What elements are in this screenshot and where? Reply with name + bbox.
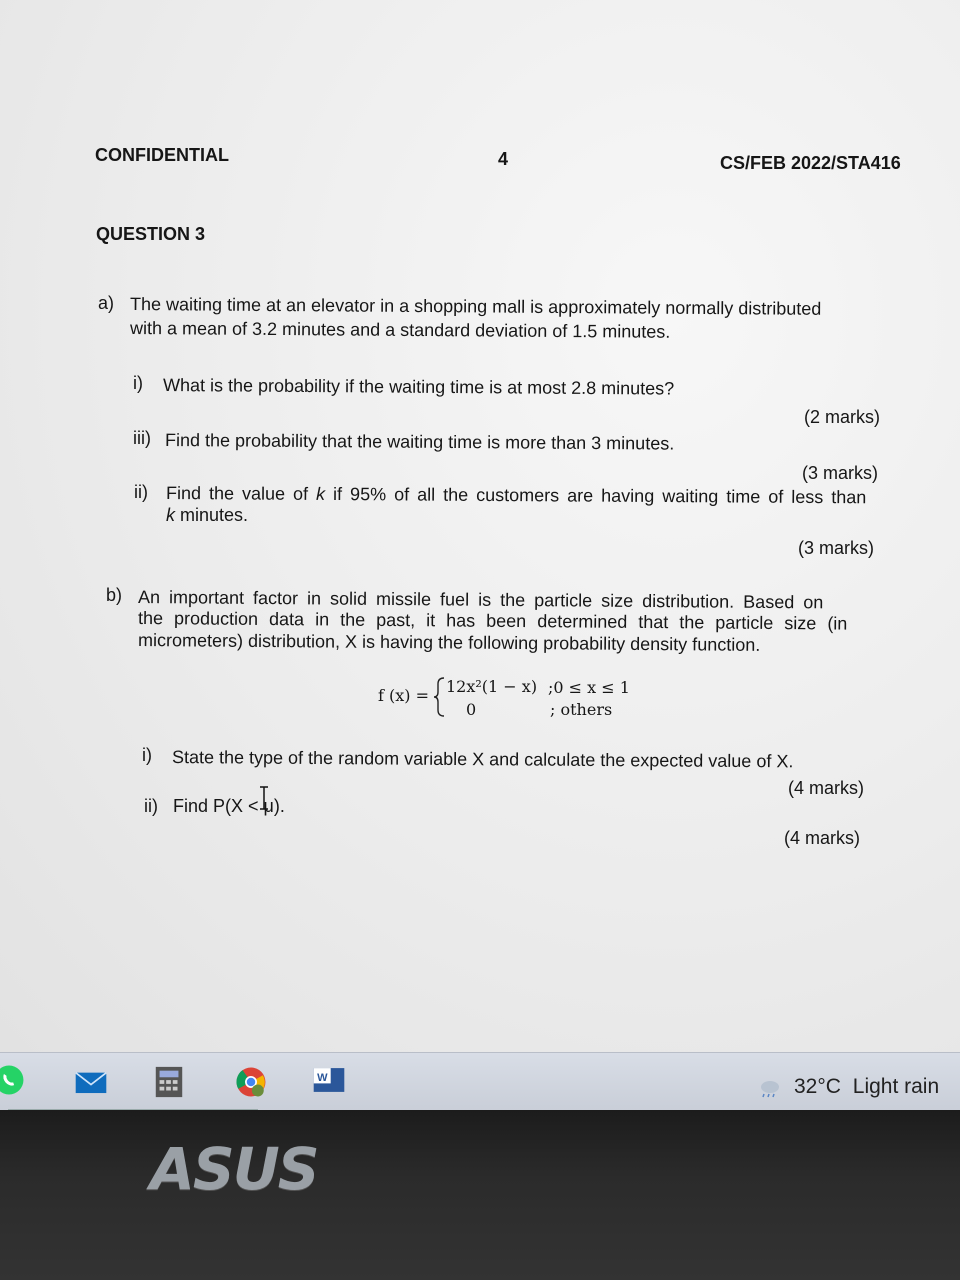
part-a-item-label: i)	[133, 373, 143, 393]
part-b-stem-line2: the production data in the past, it has been determined that the particle size (in	[137, 608, 848, 634]
mail-icon[interactable]	[74, 1065, 108, 1099]
header-page-number: 4	[498, 149, 509, 169]
formula-brace-icon	[432, 676, 446, 718]
part-a-item-text: What is the probability if the waiting time is at most 2.8 minutes?	[162, 375, 675, 399]
header-course-code: CS/FEB 2022/STA416	[720, 153, 901, 173]
marks-label: (4 marks)	[788, 778, 864, 798]
part-a-item-label: iii)	[133, 428, 151, 448]
part-b-item-text: Find P(X < μ).	[173, 796, 285, 816]
part-a-label: a)	[98, 293, 115, 313]
part-a-stem-line2: with a mean of 3.2 minutes and a standard deviation of 1.5 minutes.	[129, 318, 671, 342]
formula-case2-expr: 0	[466, 700, 477, 719]
marks-label: (4 marks)	[784, 828, 860, 848]
whatsapp-icon[interactable]	[0, 1063, 26, 1097]
part-a-item-text: Find the value of k if 95% of all the customers are having waiting time of less than	[165, 483, 867, 508]
chrome-icon[interactable]	[234, 1065, 268, 1099]
part-a-item-label: ii)	[134, 482, 148, 502]
formula-lhs: f (x) =	[378, 686, 430, 705]
text-cursor-icon	[258, 786, 270, 810]
part-a-item-text-cont: k minutes.	[166, 505, 249, 525]
part-a-item-text: Find the probability that the waiting time is more than 3 minutes.	[164, 430, 675, 454]
word-icon[interactable]	[312, 1063, 346, 1097]
rain-cloud-icon[interactable]	[758, 1077, 780, 1099]
brand-logo: ASUS	[150, 1135, 318, 1203]
part-b-item-label: i)	[142, 745, 152, 765]
weather-condition: Light rain	[852, 1075, 940, 1098]
part-b-item-text: State the type of the random variable X and calculate the expected value of X.	[171, 747, 794, 772]
formula-case1-cond: ;0 ≤ x ≤ 1	[548, 678, 630, 697]
formula-case2-cond: ; others	[550, 700, 613, 719]
calculator-icon[interactable]	[152, 1065, 186, 1099]
part-b-stem-line3: micrometers) distribution, X is having the following probability density function.	[137, 630, 761, 655]
part-a-stem-line1: The waiting time at an elevator in a shopping mall is approximately normally distributed	[129, 294, 822, 319]
part-b-item-label: ii)	[144, 796, 158, 816]
weather-temperature: 32°C	[794, 1075, 841, 1098]
weather-widget[interactable]	[794, 1075, 939, 1099]
svg-text:W: W	[317, 1071, 328, 1084]
part-b-stem-line1: An important factor in solid missile fuel is the particle size distribution. Based on	[137, 587, 824, 613]
part-b-label: b)	[106, 585, 123, 605]
question-title: QUESTION 3	[96, 224, 206, 244]
marks-label: (2 marks)	[804, 407, 880, 427]
laptop-bezel	[0, 1110, 960, 1280]
marks-label: (3 marks)	[798, 538, 874, 558]
formula-case1-expr: 12x²(1 − x)	[446, 677, 538, 696]
marks-label: (3 marks)	[802, 463, 878, 483]
header-confidential: CONFIDENTIAL	[95, 145, 229, 165]
